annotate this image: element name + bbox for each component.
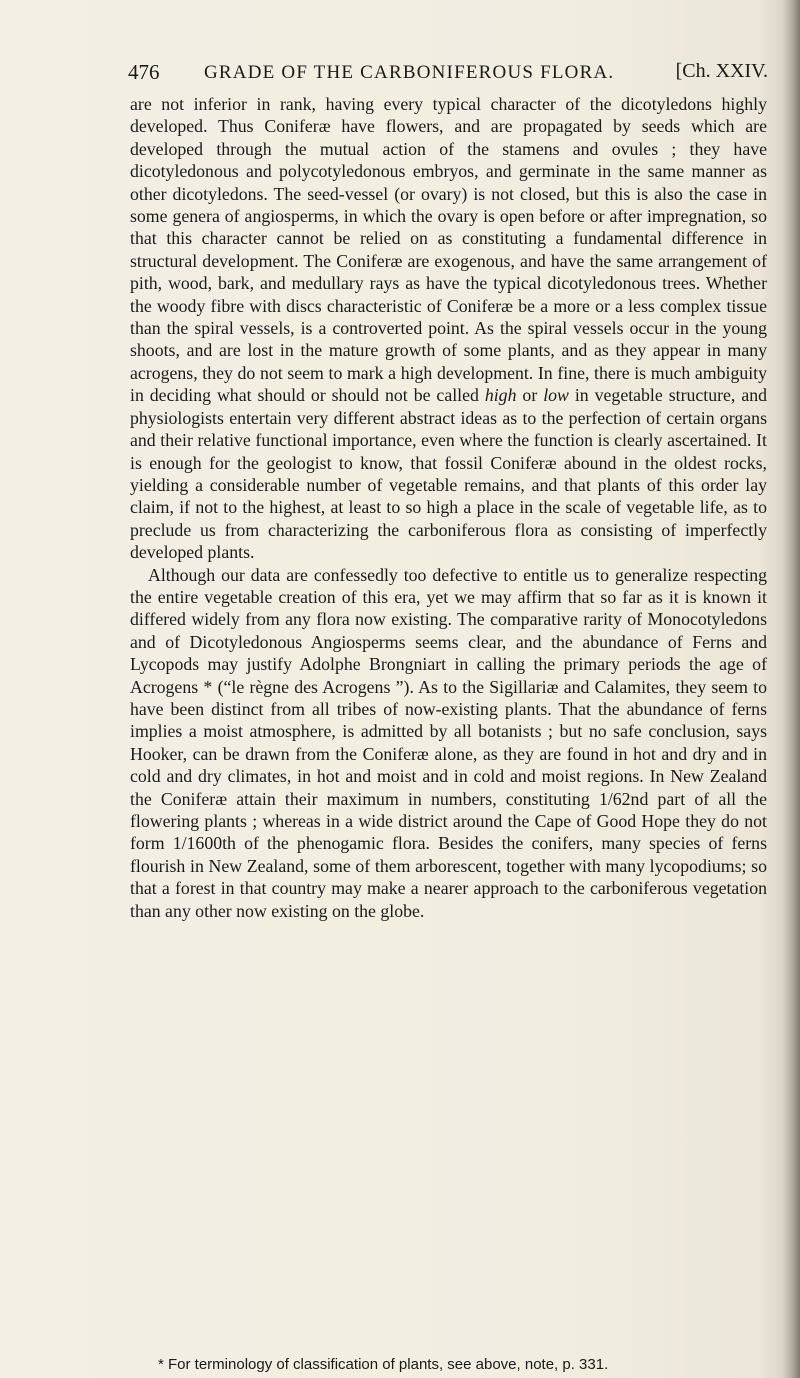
- page-number: 476: [128, 60, 160, 84]
- chapter-reference: [Ch. XXIV.: [675, 60, 768, 82]
- paragraph-continued: are not inferior in rank, having every typical character of the dicotyledons highly developed. Thus Coniferæ have flowers, and are propagated by seeds which are developed through the mutual action of the stamens and ovules ; they have dicotyledonous and polycotyledonous embryos, and germinate in the same manner as other dicotyledons. The seed-vessel (or ovary) is not closed, but this is also the case in some genera of angiosperms, in which the ovary is open before or after impregnation, so that this character cannot be relied on as constituting a fundamental difference in structural development. The Coniferæ are exogenous, and have the same arrangement of pith, wood, bark, and medullary rays as have the typical dicotyledonous trees. Whether the woody fibre with discs characteristic of Coniferæ be a more or a less complex tissue than the spiral vessels, is a controverted point. As the spiral vessels occur in the young shoots, and are lost in the mature growth of some plants, and as they appear in many acrogens, they do not seem to mark a high development. In fine, there is much ambiguity in deciding what should or should not be called high or low in vegetable structure, and physiologists entertain very different abstract ideas as to the perfection of certain organs and their relative functional importance, even where the function is clearly ascertained. It is enough for the geologist to know, that fossil Coniferæ abound in the oldest rocks, yielding a considerable number of vegetable remains, and that plants of this order lay claim, if not to the highest, at least to so high a place in the scale of vegetable life, as to preclude us from characterizing the carboniferous flora as consisting of imperfectly developed plants.: [130, 94, 768, 563]
- page-binding-edge: [782, 0, 800, 1378]
- paragraph: Although our data are confessedly too defective to entitle us to generalize respecting the entire vegetable creation of this era, yet we may affirm that so far as it is known it differed widely from any flora now existing. The comparative rarity of Monocotyledons and of Dicotyledonous Angiosperms seems clear, and the abundance of Ferns and Lycopods may justify Adolphe Brongniart in calling the primary periods the age of Acrogens * (“le règne des Acrogens ”). As to the Sigillariæ and Calamites, they seem to have been distinct from all tribes of now-existing plants. That the abundance of ferns implies a moist atmosphere, is admitted by all botanists ; but no safe conclusion, says Hooker, can be drawn from the Coniferæ alone, as they are found in hot and dry and in cold and dry climates, in hot and moist and in cold and moist regions. In New Zealand the Coniferæ attain their maximum in numbers, constituting 1/62nd part of all the flowering plants ; whereas in a wide district around the Cape of Good Hope they do not form 1/1600th of the phenogamic flora. Besides the conifers, many species of ferns flourish in New Zealand, some of them arborescent, together with many lycopodiums; so that a forest in that country may make a nearer approach to the carboniferous vegetation than any other now existing on the globe.: [130, 564, 767, 921]
- running-header: [128, 58, 768, 88]
- running-title: GRADE OF THE CARBONIFEROUS FLORA.: [204, 62, 615, 83]
- body-text: [130, 93, 767, 922]
- footnote: * For terminology of classification of plants, see above, note, p. 331.: [158, 1356, 609, 1373]
